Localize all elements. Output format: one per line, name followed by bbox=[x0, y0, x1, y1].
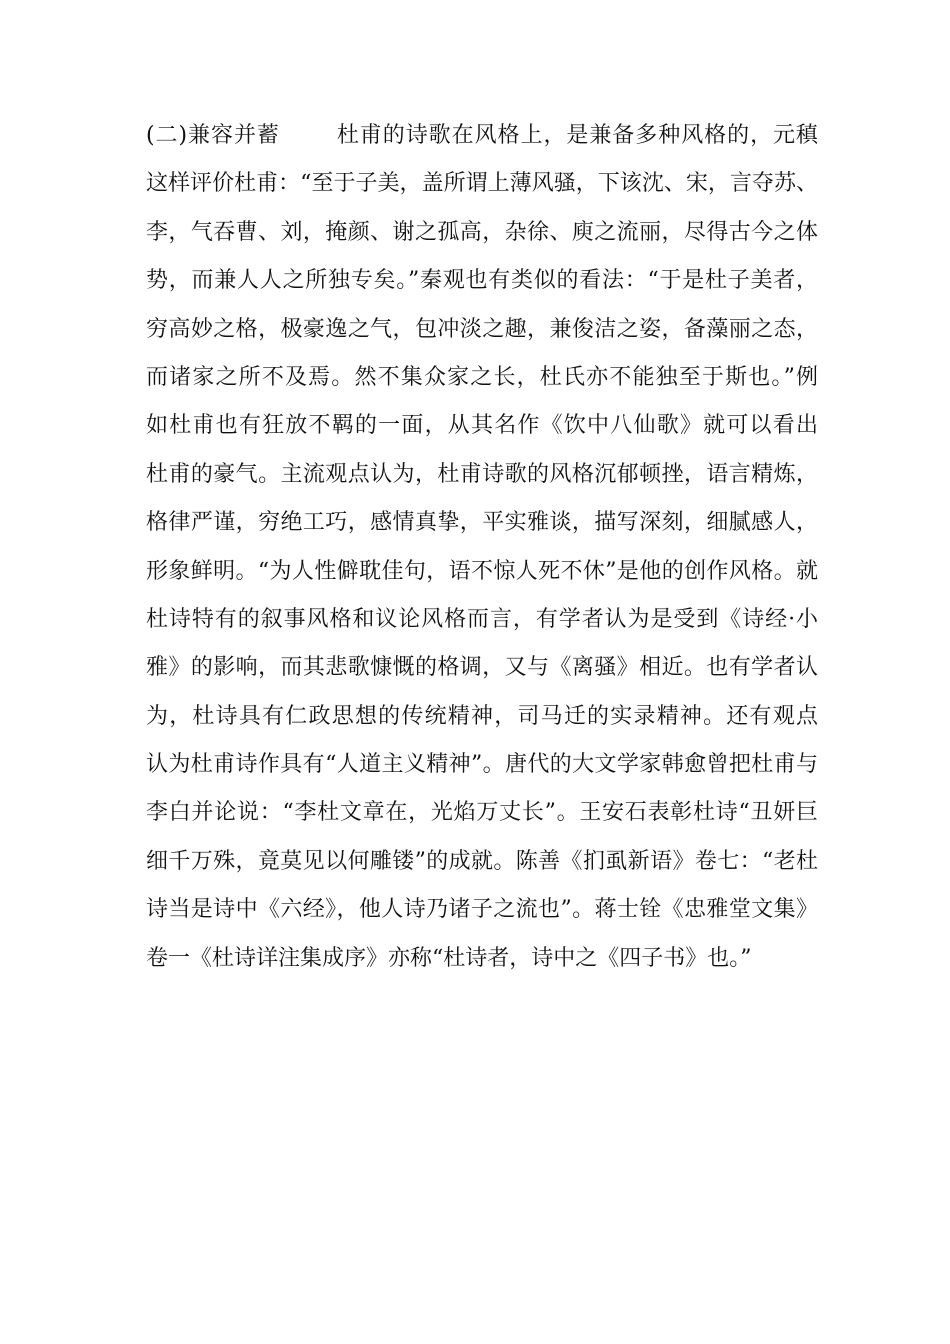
text-line-4: 势，而兼人人之所独专矣。”秦观也有类似的看法：“于是杜子美者， bbox=[146, 268, 818, 294]
text-line-18: 卷一《杜诗详注集成序》亦称“杜诗者，诗中之《四子书》也。” bbox=[146, 945, 752, 971]
text-line-12: 雅》的影响，而其悲歌慷慨的格调，又与《离骚》相近。也有学者认 bbox=[146, 655, 818, 681]
text-line-16: 细千万殊，竟莫见以何雕镂”的成就。陈善《扪虱新语》卷七：“老杜 bbox=[146, 848, 818, 874]
body-text bbox=[146, 112, 818, 983]
text-line-1-content: 杜甫的诗歌在风格上，是兼备多种风格的，元稹 bbox=[335, 123, 818, 148]
text-line-6: 而诸家之所不及焉。然不集众家之长，杜氏亦不能独至于斯也。”例 bbox=[146, 364, 818, 390]
text-line-15: 李白并论说：“李杜文章在，光焰万丈长”。王安石表彰杜诗“丑妍巨 bbox=[146, 800, 818, 826]
section-heading: (二)兼容并蓄 bbox=[146, 123, 280, 148]
text-line-13: 为，杜诗具有仁政思想的传统精神，司马迁的实录精神。还有观点 bbox=[146, 703, 818, 729]
text-line-5: 穷高妙之格，极豪逸之气，包冲淡之趣，兼俊洁之姿，备藻丽之态， bbox=[146, 316, 818, 342]
text-line-10: 形象鲜明。“为人性僻耽佳句，语不惊人死不休”是他的创作风格。就 bbox=[146, 558, 818, 584]
text-line-3: 李，气吞曹、刘，掩颜、谢之孤高，杂徐、庾之流丽，尽得古今之体 bbox=[146, 219, 818, 245]
text-line-8: 杜甫的豪气。主流观点认为，杜甫诗歌的风格沉郁顿挫，语言精炼， bbox=[146, 461, 818, 487]
text-line-7: 如杜甫也有狂放不羁的一面，从其名作《饮中八仙歌》就可以看出 bbox=[146, 413, 818, 439]
text-line-11: 杜诗特有的叙事风格和议论风格而言，有学者认为是受到《诗经·小 bbox=[146, 606, 818, 632]
text-line-14: 认为杜甫诗作具有“人道主义精神”。唐代的大文学家韩愈曾把杜甫与 bbox=[146, 752, 818, 778]
text-line-17: 诗当是诗中《六经》，他人诗乃诸子之流也”。蒋士铨《忠雅堂文集》 bbox=[146, 897, 818, 923]
text-line-1 bbox=[146, 112, 818, 160]
text-line-2: 这样评价杜甫：“至于子美，盖所谓上薄风骚，下该沈、宋，言夺苏、 bbox=[146, 171, 818, 197]
text-line-9: 格律严谨，穷绝工巧，感情真挚，平实雅谈，描写深刻，细腻感人， bbox=[146, 510, 818, 536]
